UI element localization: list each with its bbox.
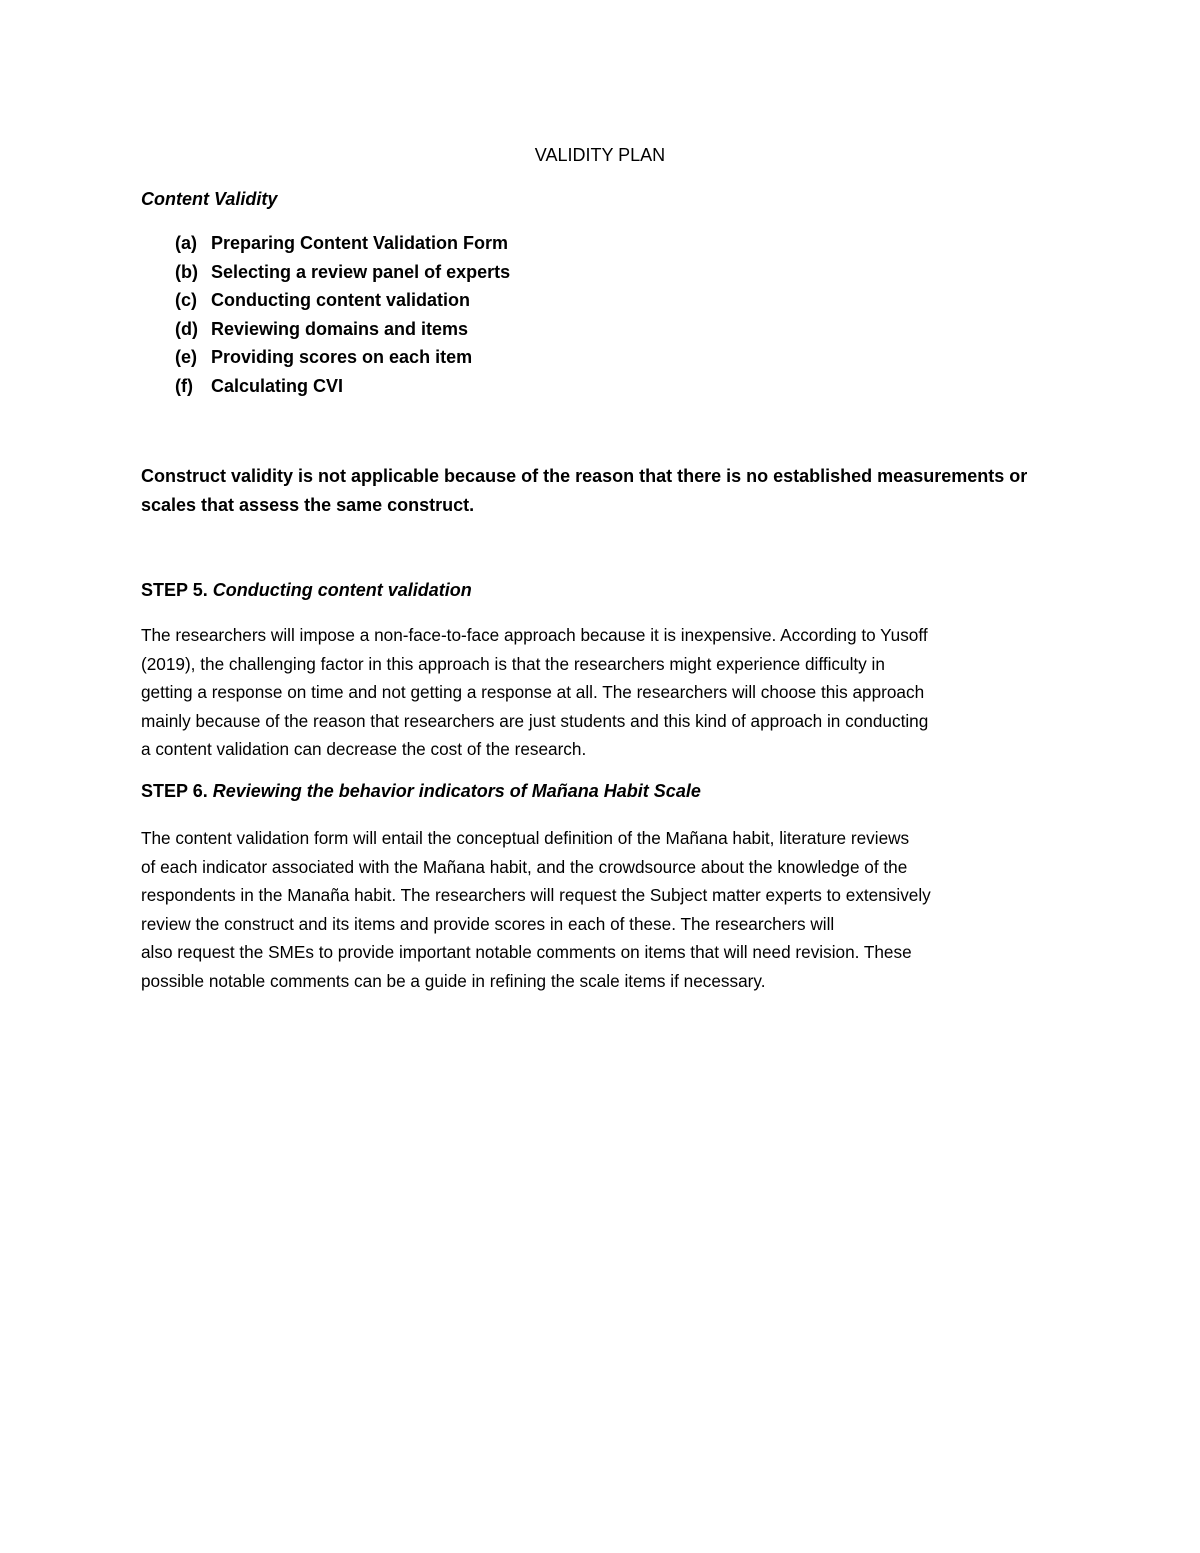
list-item: [175, 344, 510, 373]
list-marker: (c): [175, 290, 197, 310]
list-item: [175, 316, 510, 345]
list-marker: (b): [175, 261, 198, 282]
paragraph-line: also request the SMEs to provide important notable comments on items that will need revision. These: [141, 942, 912, 962]
section-heading-content-validity: Content Validity: [141, 189, 278, 209]
list-item: [175, 287, 510, 316]
list-item-text: Selecting a review panel of experts: [211, 261, 511, 282]
construct-validity-note: Construct validity is not applicable because of the reason that there is no established measurements or scales that assess the same construct.: [141, 466, 1028, 515]
paragraph-line: getting a response on time and not getting a response at all. The researchers will choose this approach: [141, 682, 925, 702]
list-marker: (a): [175, 233, 197, 253]
step6-title: Reviewing the behavior indicators of Mañana Habit Scale: [212, 781, 701, 801]
step6-paragraph: [141, 824, 1071, 995]
paragraph-line: The content validation form will entail the conceptual definition of the Mañana habit, literature reviews: [141, 828, 910, 848]
list-item-text: Calculating CVI: [211, 375, 344, 396]
paragraph-line: respondents in the Manaña habit. The researchers will request the Subject matter experts to extensively: [141, 885, 931, 905]
list-item-text: Preparing Content Validation Form: [211, 233, 509, 253]
step6-heading: [141, 780, 701, 802]
validation-steps-list: [175, 230, 510, 401]
list-marker: (f): [175, 375, 193, 396]
paragraph-line: The researchers will impose a non-face-to-face approach because it is inexpensive. According to Yusoff: [141, 625, 928, 645]
list-marker: (d): [175, 318, 198, 339]
step5-heading: [141, 579, 472, 601]
list-item-text: Conducting content validation: [211, 290, 470, 310]
document-title: VALIDITY PLAN: [534, 145, 666, 165]
list-item-text: Providing scores on each item: [211, 347, 473, 367]
paragraph-line: a content validation can decrease the cost of the research.: [141, 739, 587, 759]
paragraph-line: possible notable comments can be a guide in refining the scale items if necessary.: [141, 970, 766, 991]
list-item: [175, 373, 510, 402]
paragraph-line: mainly because of the reason that researchers are just students and this kind of approach in conducting: [141, 710, 929, 731]
step5-title: Conducting content validation: [212, 580, 472, 600]
list-item-text: Reviewing domains and items: [211, 318, 469, 339]
step6-label: STEP 6.: [141, 781, 208, 801]
paragraph-line: of each indicator associated with the Mañana habit, and the crowdsource about the knowledge of the: [141, 856, 908, 877]
paragraph-line: review the construct and its items and provide scores in each of these. The researchers will: [141, 913, 835, 934]
paragraph-line: (2019), the challenging factor in this approach is that the researchers might experience difficulty in: [141, 653, 885, 674]
list-item: [175, 230, 510, 259]
list-marker: (e): [175, 347, 197, 367]
step5-label: STEP 5.: [141, 580, 208, 600]
step5-paragraph: [141, 621, 1071, 764]
list-item: [175, 259, 510, 288]
